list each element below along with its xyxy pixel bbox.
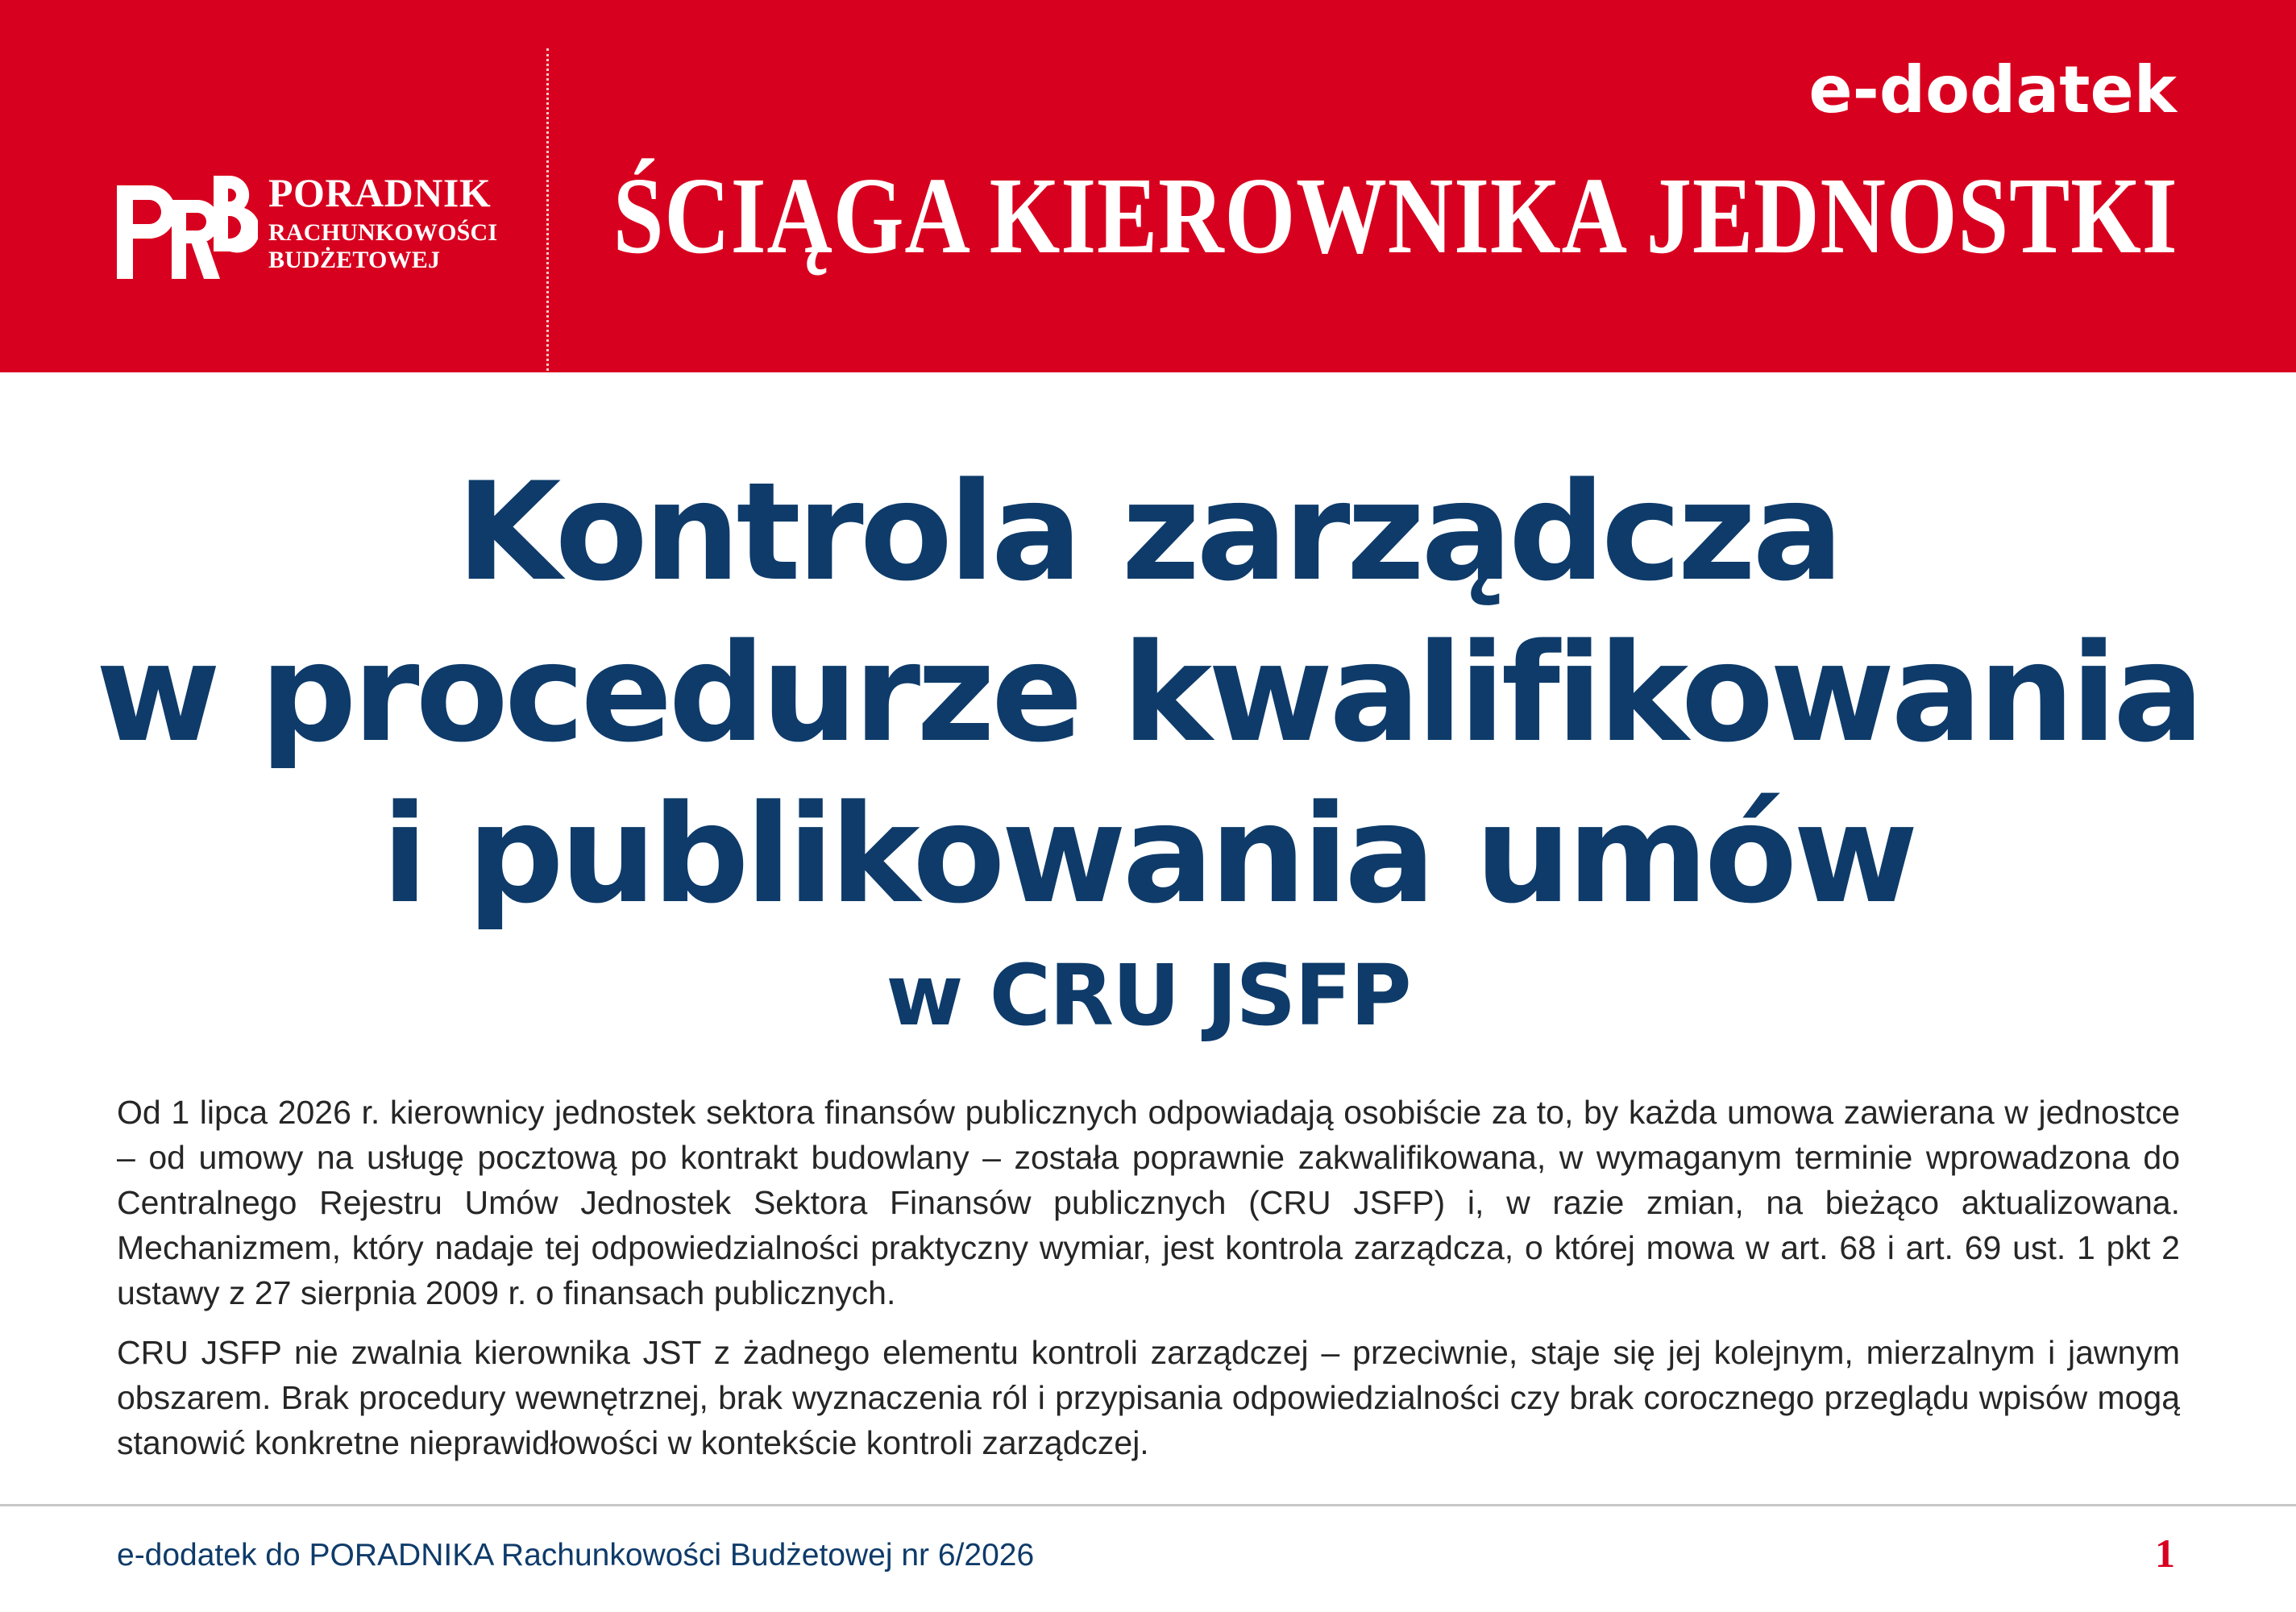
title-line-2: w procedurze kwalifikowania [95, 614, 2201, 772]
title-line-3: i publikowania umów [381, 775, 1915, 933]
paragraph-2: CRU JSFP nie zwalnia kierownika JST z żadnego elementu kontroli zarządczej – przeciwnie, staje się jej kolejnym, mierzalnym i jawnym obszarem. Brak procedury wewnętrznej, brak wyznaczenia ról i przypisania odpowiedzialności czy brak corocznego przeglądu wpisów mogą stanowić konkretne nieprawidłowości w kontekście kontroli zarządczej. [117, 1334, 2180, 1461]
prb-logo-icon [117, 171, 258, 284]
article-body [117, 1090, 2180, 1480]
logo-line-2: RACHUNKOWOŚCI [268, 219, 498, 246]
footer-publication: e-dodatek do PORADNIKA Rachunkowości Budżetowej nr 6/2026 [117, 1538, 1035, 1573]
paragraph-1: Od 1 lipca 2026 r. kierownicy jednostek sektora finansów publicznych odpowiadają osobiście za to, by każda umowa zawierana w jednostce – od umowy na usługę pocztową po kontrakt budowlany – została poprawnie zakwalifikowana, w wymaganym terminie wprowadzona do Centralnego Rejestru Umów Jednostek Sektora Finansów publicznych (CRU JSFP) i, w razie zmian, na bieżąco aktualizowana. Mechanizmem, który nadaje tej odpowiedzialności praktyczny wymiar, jest kontrola zarządcza, o której mowa w art. 68 i art. 69 ust. 1 pkt 2 ustawy z 27 sierpnia 2009 r. o finansach publicznych. [117, 1094, 2180, 1311]
logo-line-3: BUDŻETOWEJ [268, 247, 441, 273]
edition-tag: e-dodatek [1808, 52, 2177, 127]
header-banner [0, 0, 2296, 372]
header-divider [546, 48, 549, 371]
series-title: ŚCIĄGA KIEROWNIKA JEDNOSTKI [613, 156, 2178, 276]
logo-wordmark [268, 172, 497, 272]
page-title [0, 451, 2296, 935]
page-number: 1 [2155, 1531, 2175, 1576]
page-subtitle: w CRU JSFP [886, 946, 1410, 1045]
publisher-logo [117, 170, 498, 284]
title-line-1: Kontrola zarządcza [456, 453, 1840, 611]
footer-divider [0, 1504, 2296, 1506]
logo-line-1: PORADNIK [268, 170, 492, 215]
